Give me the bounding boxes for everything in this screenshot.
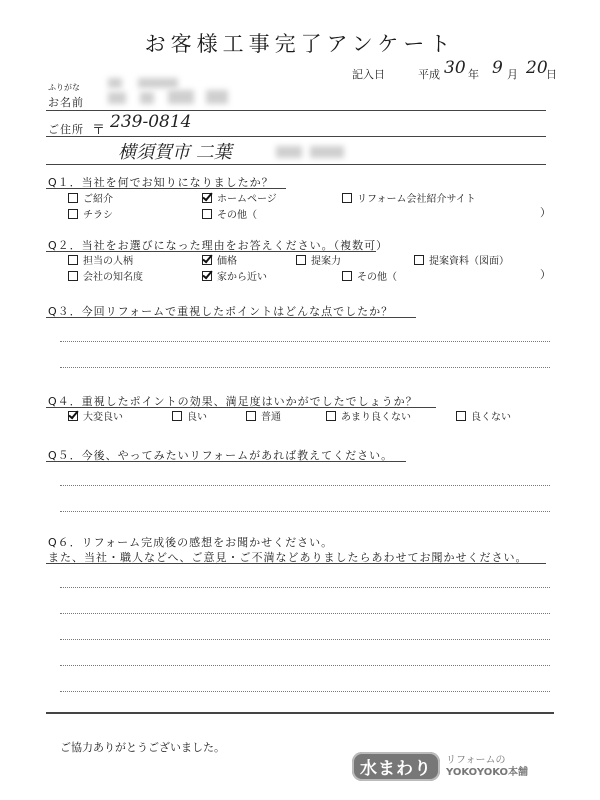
address-underline-1 <box>46 136 546 137</box>
q2-close-paren: ） <box>540 268 551 281</box>
q4-option-not-so-good[interactable] <box>326 408 411 423</box>
checkbox-icon[interactable] <box>414 255 424 265</box>
q2-option-price[interactable] <box>202 252 237 267</box>
q2-option-reputation[interactable] <box>68 268 143 283</box>
q6-answer-line[interactable] <box>60 691 550 692</box>
q4-text: Q４．重視したポイントの効果、満足度はいかがでしたでしょうか？ <box>48 395 418 408</box>
q2-option-label: 提案力 <box>311 256 341 267</box>
logo-sub-bottom: YOKOYOKO本舗 <box>446 766 529 778</box>
q5-answer-line[interactable] <box>60 511 550 512</box>
redacted-address <box>276 146 302 158</box>
q4-option-very-good[interactable] <box>68 408 123 423</box>
fill-date-label: 記入日 <box>352 68 385 81</box>
name-underline <box>46 110 546 111</box>
q1-option-other[interactable] <box>202 206 257 221</box>
checked-checkbox-icon[interactable] <box>202 193 212 203</box>
redacted-name <box>206 90 228 104</box>
q2-option-label: 会社の知名度 <box>83 272 143 283</box>
fill-date-era: 平成 <box>418 68 440 81</box>
q5-text: Q５．今後、やってみたいリフォームがあれば教えてください。 <box>48 449 394 462</box>
q4-option-label: 良くない <box>471 412 511 423</box>
postal-mark: 〒 <box>92 123 106 138</box>
checkbox-icon[interactable] <box>68 271 78 281</box>
q1-underline <box>46 188 286 189</box>
q2-option-materials[interactable] <box>414 252 509 267</box>
checkbox-icon[interactable] <box>68 193 78 203</box>
redacted-furigana <box>138 78 178 88</box>
logo-sub <box>446 755 528 779</box>
q1-option-referral-site[interactable] <box>342 190 476 205</box>
q1-option-label: リフォーム会社紹介サイト <box>357 194 476 205</box>
checked-checkbox-icon[interactable] <box>202 271 212 281</box>
checkbox-icon[interactable] <box>68 209 78 219</box>
checkbox-icon[interactable] <box>202 209 212 219</box>
checkbox-icon[interactable] <box>342 193 352 203</box>
postal-code: 239-0814 <box>110 112 192 132</box>
form-bottom-rule <box>46 712 554 714</box>
checked-checkbox-icon[interactable] <box>202 255 212 265</box>
q2-option-label: 価格 <box>217 256 237 267</box>
fill-date-month-suffix: 月 <box>507 68 518 81</box>
redacted-address <box>310 146 344 158</box>
q1-option-homepage[interactable] <box>202 190 277 205</box>
q2-option-other[interactable] <box>342 268 397 283</box>
q2-option-label: その他（ <box>357 272 397 283</box>
q4-option-label: 大変良い <box>83 412 123 423</box>
q4-option-label: 普通 <box>261 412 281 423</box>
q4-option-bad[interactable] <box>456 408 511 423</box>
q4-option-label: あまり良くない <box>341 412 411 423</box>
fill-date-year-suffix: 年 <box>468 68 479 81</box>
q3-answer-line[interactable] <box>60 367 550 368</box>
q6-answer-line[interactable] <box>60 665 550 666</box>
q6-answer-line[interactable] <box>60 613 550 614</box>
q6-answer-line[interactable] <box>60 639 550 640</box>
q2-option-label: 担当の人柄 <box>83 256 133 267</box>
checkbox-icon[interactable] <box>296 255 306 265</box>
q6-answer-line[interactable] <box>60 587 550 588</box>
q4-option-label: 良い <box>187 412 207 423</box>
q5-underline <box>46 461 406 462</box>
address-label: ご住所 <box>48 123 84 136</box>
address-line: 横須賀市 二葉 <box>118 142 232 163</box>
q6-text: Q６．リフォーム完成後の感想をお聞かせください。 <box>48 536 334 549</box>
q6-underline <box>46 563 546 564</box>
name-label: お名前 <box>48 96 84 109</box>
q2-option-label: 家から近い <box>217 272 267 283</box>
q3-text: Q３．今回リフォームで重視したポイントはどんな点でしたか？ <box>48 305 394 318</box>
q1-text: Q１．当社を何でお知りになりましたか？ <box>48 176 274 189</box>
q1-option-label: その他（ <box>217 210 257 221</box>
q1-option-label: ホームページ <box>217 194 277 205</box>
fill-date-day: 20 <box>526 58 548 78</box>
furigana-label: ふりがな <box>48 83 80 92</box>
q1-option-flyer[interactable] <box>68 206 113 221</box>
logo-main: 水まわり <box>352 752 440 781</box>
q2-option-label: 提案資料（図面） <box>429 256 509 267</box>
checkbox-icon[interactable] <box>68 255 78 265</box>
q1-option-referral[interactable] <box>68 190 113 205</box>
thanks-text: ご協力ありがとうございました。 <box>60 741 225 754</box>
q4-option-good[interactable] <box>172 408 207 423</box>
q1-option-label: チラシ <box>83 210 113 221</box>
address-underline-2 <box>46 164 546 165</box>
q2-option-nearby[interactable] <box>202 268 267 283</box>
logo-sub-top: リフォームの <box>446 754 506 766</box>
company-logo <box>352 752 528 781</box>
q1-option-label: ご紹介 <box>83 194 113 205</box>
checkbox-icon[interactable] <box>172 411 182 421</box>
fill-date-month: 9 <box>492 58 503 78</box>
redacted-name <box>140 92 154 104</box>
fill-date-year: 30 <box>444 58 466 78</box>
redacted-furigana <box>108 78 122 88</box>
checked-checkbox-icon[interactable] <box>68 411 78 421</box>
redacted-name <box>168 90 194 104</box>
q2-option-personality[interactable] <box>68 252 133 267</box>
q3-answer-line[interactable] <box>60 341 550 342</box>
redacted-name <box>108 92 126 104</box>
q3-underline <box>46 317 416 318</box>
checkbox-icon[interactable] <box>342 271 352 281</box>
checkbox-icon[interactable] <box>246 411 256 421</box>
q1-close-paren: ） <box>540 206 551 219</box>
q6-text-2: また、当社・職人などへ、ご意見・ご不満などありましたらあわせてお聞かせください。 <box>48 551 528 564</box>
checkbox-icon[interactable] <box>456 411 466 421</box>
q2-option-proposal[interactable] <box>296 252 341 267</box>
q2-text: Q２．当社をお選びになった理由をお答えください。（複数可） <box>48 239 389 252</box>
checkbox-icon[interactable] <box>326 411 336 421</box>
q4-option-average[interactable] <box>246 408 281 423</box>
form-title: お客様工事完了アンケート <box>144 32 456 56</box>
q5-answer-line[interactable] <box>60 485 550 486</box>
fill-date-day-suffix: 日 <box>546 68 557 81</box>
